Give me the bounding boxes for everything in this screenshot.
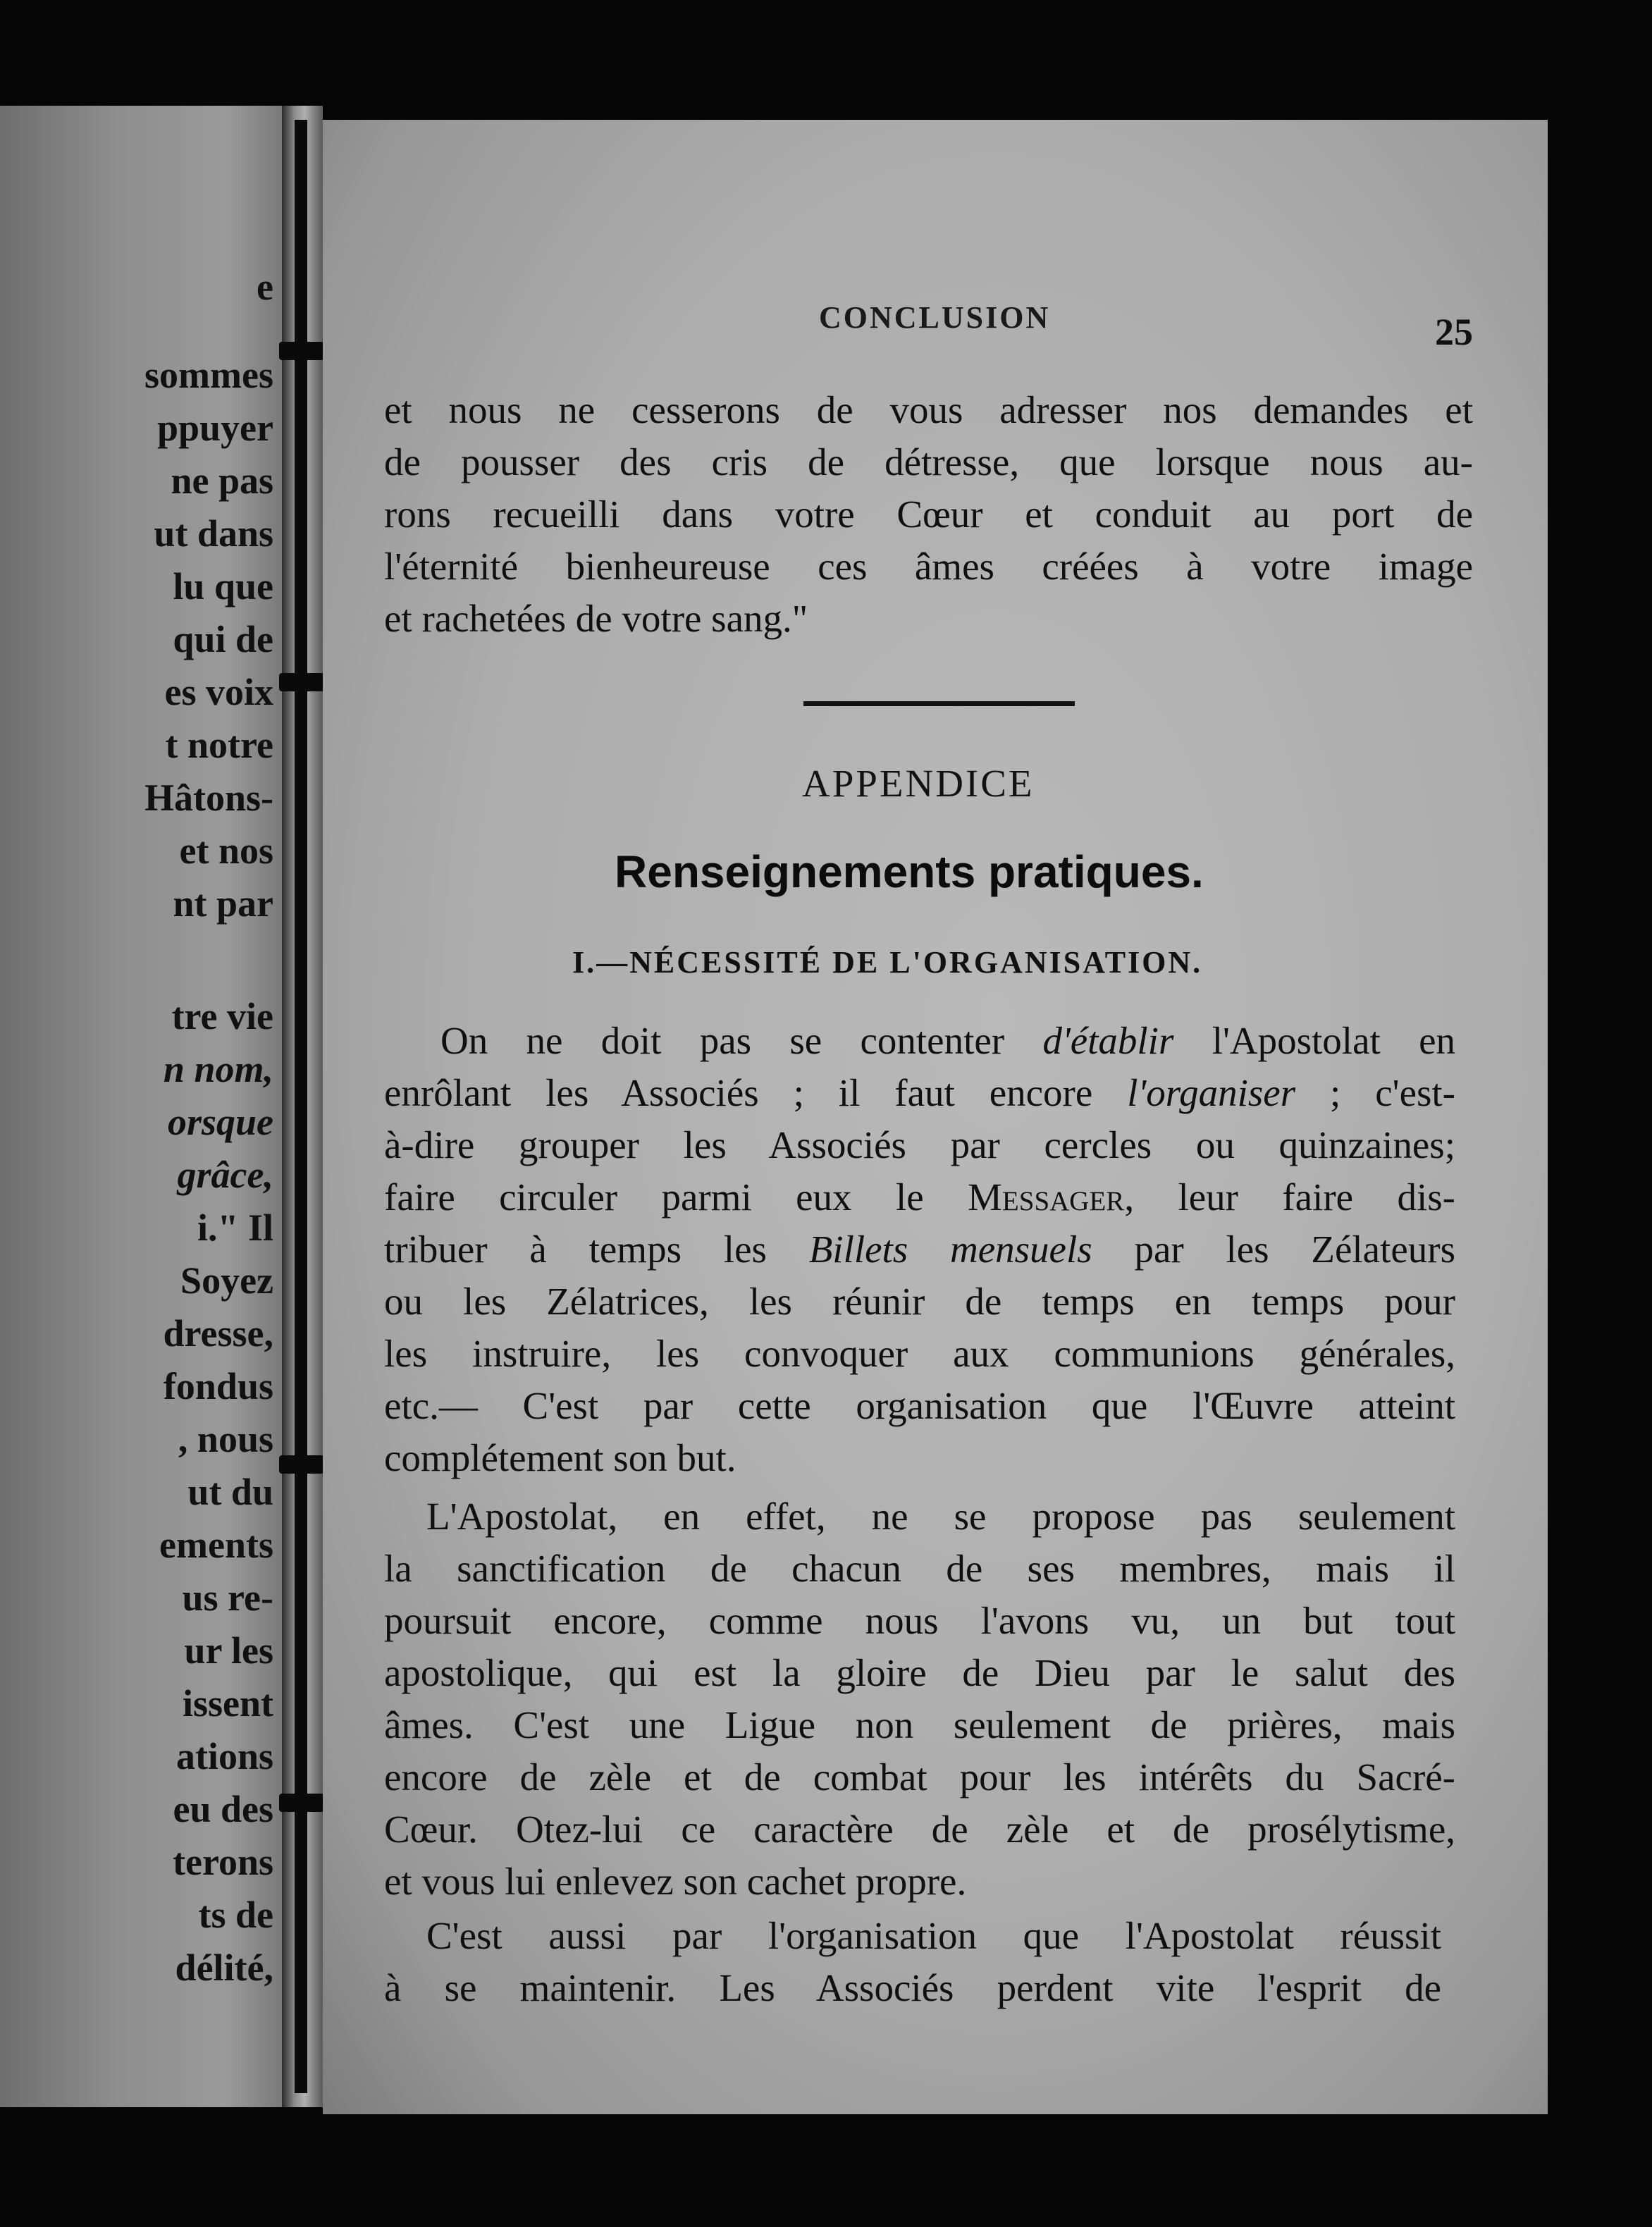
section-divider [803,701,1075,706]
text-line: rons recueilli dans votre Cœur et conduit au port de [384,493,1473,536]
text-line: etc.— C'est par cette organisation que l'Œuvre atteint [384,1384,1455,1427]
text-line: poursuit encore, comme nous l'avons vu, un but tout [384,1599,1455,1642]
text-line: apostolique, qui est la gloire de Dieu par le salut des [384,1651,1455,1694]
left-page-line: n nom, [163,1048,273,1090]
text-line: enrôlant les Associés ; il faut encore l'organiser ; c'est- [384,1071,1455,1114]
text-line: de pousser des cris de détresse, que lorsque nous au- [384,440,1473,483]
text-line: les instruire, les convoquer aux communions générales, [384,1332,1455,1375]
left-page-line: Soyez [180,1259,273,1302]
text-line: la sanctification de chacun de ses membres, mais il [384,1547,1455,1590]
left-page-line: ur les [184,1629,273,1672]
left-page-line: tre vie [171,995,273,1037]
text-line: et rachetées de votre sang." [384,597,808,640]
text-line: tribuer à temps les Billets mensuels par les Zélateurs [384,1228,1455,1271]
paragraph-maintenir [384,1910,1441,2014]
left-page [0,106,282,2107]
left-page-line: , nous [178,1418,273,1460]
text-line: encore de zèle et de combat pour les intérêts du Sacré- [384,1756,1455,1799]
binding-stitch [279,1794,324,1812]
left-page-line: qui de [173,618,273,660]
paragraph-organisation [384,1015,1455,1484]
text-line: à-dire grouper les Associés par cercles ou quinzaines; [384,1123,1455,1166]
left-page-line: ut dans [154,512,273,555]
left-page-line: eu des [173,1788,273,1830]
text-line: à se maintenir. Les Associés perdent vite l'esprit de [384,1966,1441,2009]
left-page-line: es voix [164,671,273,713]
text-line: âmes. C'est une Ligue non seulement de prières, mais [384,1703,1455,1746]
left-page-line: orsque [167,1101,273,1143]
left-page-line: fondus [163,1365,273,1407]
left-page-line: issent [182,1682,273,1725]
text-line: l'éternité bienheureuse ces âmes créées à votre image [384,545,1473,588]
text-line: complétement son but. [384,1436,736,1479]
paragraph-apostolat [384,1491,1455,1908]
binding-stitch [279,342,324,360]
text-line: C'est aussi par l'organisation que l'Apostolat réussit [426,1914,1441,1957]
left-page-line: et nos [179,829,273,872]
text-line: On ne doit pas se contenter d'établir l'Apostolat en [440,1019,1456,1062]
left-page-line: ations [175,1735,273,1777]
left-page-line: us re- [182,1577,273,1619]
binding-stitch [279,1455,324,1474]
left-page-line: ne pas [171,459,273,502]
text-line: L'Apostolat, en effet, ne se propose pas seulement [426,1495,1455,1538]
left-page-line: lu que [173,565,273,607]
left-page-line: ements [159,1524,273,1566]
appendix-heading: APPENDICE [802,762,1035,805]
left-page-line: Hâtons- [144,777,273,819]
left-page-line: dresse, [163,1312,273,1355]
top-paragraph [384,384,1473,645]
left-page-line: e [257,266,273,308]
text-line: faire circuler parmi eux le Messager, leur faire dis- [384,1176,1455,1219]
left-page-line: ut du [187,1471,273,1513]
left-page-line: terons [173,1841,273,1883]
appendix-subtitle: Renseignements pratiques. [615,846,1204,897]
section-title: I.—NÉCESSITÉ DE L'ORGANISATION. [572,945,1203,980]
text-line: et vous lui enlevez son cachet propre. [384,1860,967,1903]
left-page-line: i." Il [197,1207,273,1249]
running-header: CONCLUSION [819,300,1051,335]
left-page-line: grâce, [177,1154,273,1196]
left-page-line: t notre [165,724,273,766]
left-page-line: nt par [173,882,273,925]
left-page-line: délité, [175,1947,273,1989]
text-line: et nous ne cesserons de vous adresser nos demandes et [384,388,1473,431]
binding-stitch [279,673,324,691]
left-page-line: ts de [198,1894,273,1936]
left-page-line: sommes [144,354,273,396]
text-line: Cœur. Otez-lui ce caractère de zèle et de prosélytisme, [384,1808,1455,1851]
page-number: 25 [1435,311,1473,353]
left-page-line: ppuyer [156,407,273,449]
text-line: ou les Zélatrices, les réunir de temps en temps pour [384,1280,1455,1323]
